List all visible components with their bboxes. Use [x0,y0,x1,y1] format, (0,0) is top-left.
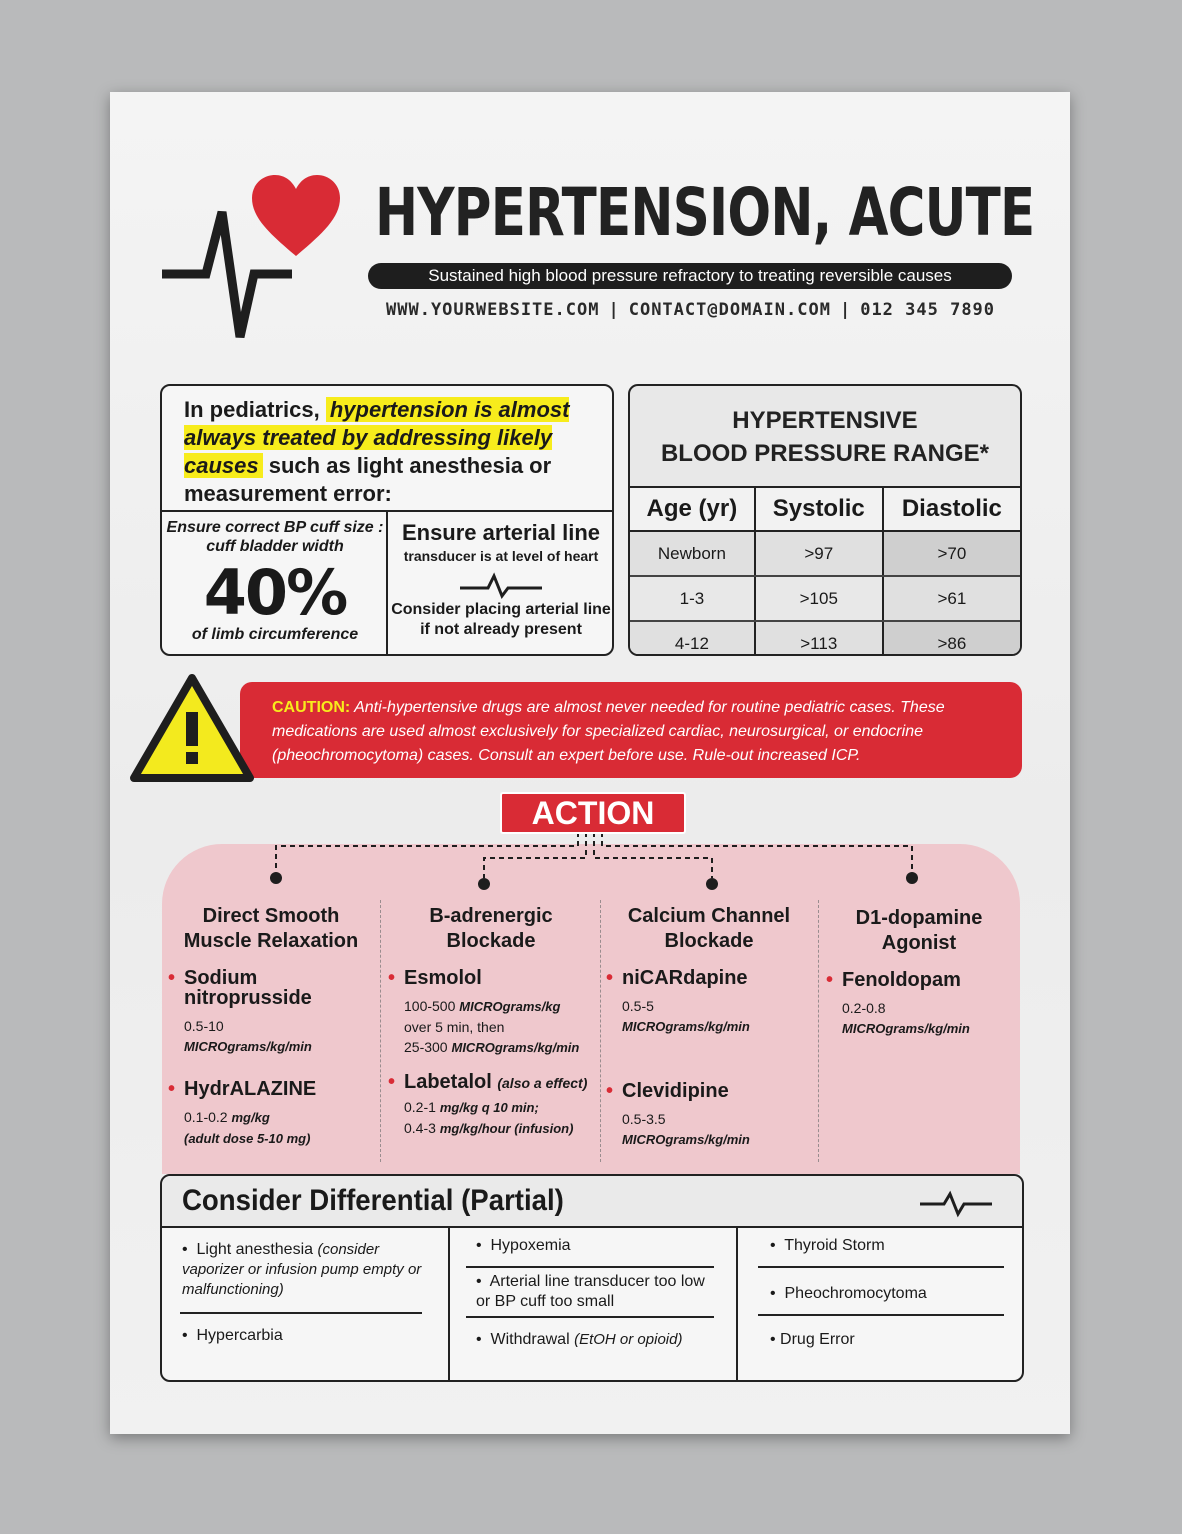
table-cell: >105 [755,576,883,621]
differential-box [160,1174,1024,1382]
column-header: Age (yr) [630,487,755,531]
column-divider [380,900,381,1162]
drug-name [386,1072,596,1093]
drug-dose [604,1109,814,1150]
table-row [630,576,1020,621]
arterial-note: Consider placing arterial line if not already present [391,601,611,638]
drug-dose [166,1107,376,1149]
drug-name: • niCARdapine [604,968,814,988]
cuff-percent: 40% [203,556,347,629]
divider [448,1228,450,1380]
table-cell: Newborn [630,531,755,576]
pediatric-statement [184,396,604,508]
column-divider [600,900,601,1162]
drug-name: • Esmolol [386,968,596,988]
list-item: • Arterial line transducer too low or BP cuff too small [476,1273,705,1310]
dose-value: 0.2-0.8 [842,1000,886,1016]
dose-unit: mg/kg [231,1110,270,1125]
drug-name: • Fenoldopam [824,970,1014,990]
dose-unit: MICROgrams/kg/min [451,1040,580,1055]
list-item: • Light anesthesia (consider vaporizer or infusion pump empty or malfunctioning) [182,1241,422,1298]
cuff-instruction: Ensure correct BP cuff size : cuff bladder width [166,519,384,555]
table-cell: 4-12 [630,621,755,656]
column-heading: D1-dopamine Agonist [855,907,983,954]
bp-title-line2: BLOOD PRESSURE RANGE* [660,440,990,467]
action-column-smooth-muscle [166,904,376,1149]
column-heading: Direct Smooth Muscle Relaxation [183,905,359,952]
table-cell: >70 [883,531,1020,576]
dose-unit: MICROgrams/kg [459,999,561,1014]
column-heading: Calcium Channel Blockade [627,905,791,952]
list-item: • Thyroid Storm [770,1237,885,1254]
column-header: Systolic [755,487,883,531]
divider [758,1314,1004,1316]
list-item: • Hypoxemia [476,1237,571,1254]
poster [110,92,1070,1434]
arterial-title: Ensure arterial line [401,520,601,545]
subtitle-bar: Sustained high blood pressure refractory to treating reversible causes [368,263,1012,289]
dose-unit: MICROgrams/kg/min [842,1021,970,1036]
dose-unit: mg/kg/hour (infusion) [439,1121,574,1136]
item-note: (EtOH or opioid) [574,1331,683,1348]
dose-value: 0.5-3.5 [622,1111,666,1127]
column-header: Diastolic [883,487,1020,531]
dose-value: 0.4-3 [404,1120,436,1136]
heart-icon [250,174,342,258]
warning-icon [128,672,256,786]
divider [466,1316,714,1318]
divider [180,1312,422,1314]
pediatric-rest: such as light anesthesia or measurement error: [184,453,552,506]
drug-note: (also a effect) [497,1075,588,1091]
pediatric-highlight: hypertension is almost always treated by addressing likely causes [184,397,570,478]
drug-dose [386,996,596,1058]
caution-body: Anti-hypertensive drugs are almost never needed for routine pediatric cases. These medications are used almost exclusively for specialized cardiac, neurosurgical, or endocrine (pheochromocytoma) cases. Consult an expert before use. Rule-out increased ICP. [272,699,945,764]
item-note: (consider vaporizer or infusion pump empty or malfunctioning) [182,1241,422,1298]
list-item: • Pheochromocytoma [770,1285,927,1302]
table-cell: >61 [883,576,1020,621]
divider [386,510,388,654]
list-item: • Withdrawal (EtOH or opioid) [476,1331,683,1348]
item-label: Pheochromocytoma [784,1285,927,1302]
dose-value: over 5 min, then [404,1019,505,1035]
list-item: • Hypercarbia [182,1327,283,1344]
dose-note: (adult dose 5-10 mg) [184,1131,311,1146]
arterial-subtitle: transducer is at level of heart [403,548,599,564]
dose-unit: mg/kg q 10 min; [439,1100,539,1115]
action-column-b-adrenergic [386,904,596,1139]
table-row [630,531,1020,576]
drug-dose [386,1097,596,1139]
dose-unit: MICROgrams/kg/min [184,1039,312,1054]
dose-value: 0.1-0.2 [184,1109,228,1125]
action-column-calcium-channel [604,904,814,1150]
table-cell: 1-3 [630,576,755,621]
cuff-instruction-end: of limb circumference [191,626,359,643]
dose-value: 0.5-10 [184,1018,224,1034]
dose-value: 25-300 [404,1039,448,1055]
dose-unit: MICROgrams/kg/min [622,1019,750,1034]
drug-name: • HydrALAZINE [166,1079,376,1099]
drug-name: • Sodium nitroprusside [166,968,376,1008]
page-title: HYPERTENSION, ACUTE [375,174,1035,251]
item-label: Light anesthesia [196,1241,314,1258]
dose-value: 0.2-1 [404,1099,436,1115]
dose-value: 0.5-5 [622,998,654,1014]
bp-range-title [630,404,1020,470]
contact-line [386,300,995,320]
list-item: • Drug Error [770,1331,855,1348]
separator: | [608,300,620,320]
divider [736,1228,738,1380]
bp-range-box [628,384,1022,656]
action-label: ACTION [500,792,686,834]
item-label: Thyroid Storm [784,1237,885,1254]
item-label: Arterial line transducer too low or BP cuff too small [476,1273,705,1310]
pediatric-box [160,384,614,656]
column-heading: B-adrenergic Blockade [429,905,553,952]
action-connectors [260,830,920,890]
caution-text [272,696,1012,768]
item-label: Hypercarbia [196,1327,283,1344]
drug-dose [824,998,1014,1039]
bp-table [630,486,1020,656]
dose-value: 100-500 [404,998,456,1014]
action-column-d1-dopamine [824,904,1014,1039]
divider [758,1266,1004,1268]
email-link[interactable]: CONTACT@DOMAIN.COM [628,300,831,320]
column-divider [818,900,819,1162]
bp-title-line1: HYPERTENSIVE [732,407,918,434]
item-label: Drug Error [780,1331,855,1348]
separator: | [839,300,852,320]
table-cell: >113 [755,621,883,656]
drug-label: Labetalol [404,1071,492,1093]
dose-unit: MICROgrams/kg/min [622,1132,750,1147]
website-link[interactable]: WWW.YOURWEBSITE.COM [386,300,600,320]
table-header-row [630,487,1020,531]
drug-dose [166,1016,376,1057]
differential-title: Consider Differential (Partial) [182,1184,564,1217]
ecg-icon [458,572,548,600]
table-row [630,621,1020,656]
item-label: Withdrawal [490,1331,570,1348]
table-cell: >97 [755,531,883,576]
caution-label: CAUTION: [272,699,351,716]
drug-name: • Clevidipine [604,1081,814,1101]
item-label: Hypoxemia [490,1237,571,1254]
table-cell: >86 [883,621,1020,656]
divider [466,1266,714,1268]
pediatric-intro: In pediatrics, [184,397,320,422]
ecg-icon [918,1190,994,1218]
drug-dose [604,996,814,1037]
phone-number: 012 345 7890 [860,300,996,320]
